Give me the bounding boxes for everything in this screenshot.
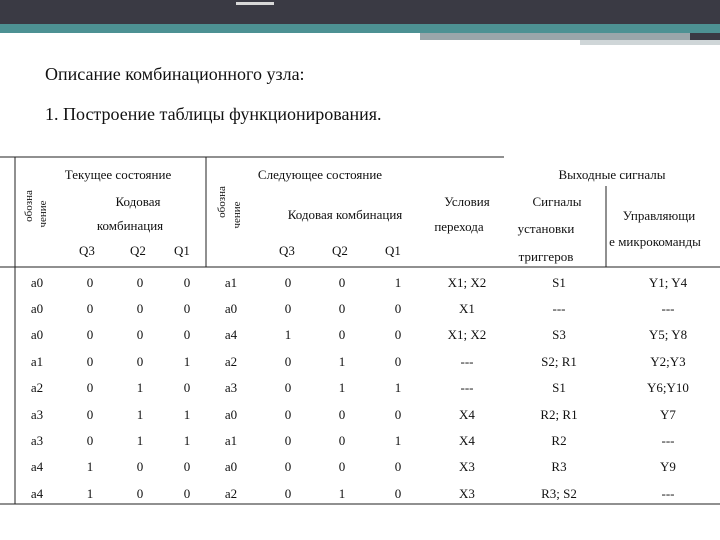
header-designation-next-1: обозна — [216, 186, 228, 218]
table-cell: 1 — [183, 433, 191, 448]
table-cell: а2 — [224, 354, 238, 369]
table-cell: 0 — [136, 327, 144, 342]
table-cell: R2 — [551, 433, 567, 448]
table-cell: 0 — [394, 327, 402, 342]
header-q1: Q1 — [174, 243, 190, 258]
table-cell: 0 — [338, 275, 346, 290]
table-cell: а0 — [30, 301, 44, 316]
table-cell: --- — [661, 433, 675, 448]
table-row — [31, 354, 686, 369]
table-cell: 0 — [284, 354, 292, 369]
title-underline-mark — [236, 2, 274, 5]
slide-top-bar — [0, 0, 720, 24]
table-cell: а0 — [30, 327, 44, 342]
slide-subheading: 1. Построение таблицы функционирования. — [45, 104, 382, 124]
table-cell: а1 — [224, 433, 238, 448]
table-cell: 1 — [394, 433, 402, 448]
table-cell: 0 — [136, 275, 144, 290]
table-cell: 1 — [136, 407, 144, 422]
table-cell: 0 — [86, 407, 94, 422]
table-cell: 1 — [394, 275, 402, 290]
table-cell: 0 — [394, 301, 402, 316]
table-cell: X3 — [459, 486, 475, 501]
table-cell: 0 — [394, 407, 402, 422]
table-cell: 0 — [86, 327, 94, 342]
table-cell: 0 — [338, 459, 346, 474]
table-cell: а4 — [30, 486, 44, 501]
table-cell: S2; R1 — [541, 354, 577, 369]
header-next-state: Следующее состояние — [257, 167, 383, 182]
table-cell: X4 — [459, 433, 475, 448]
table-cell: 1 — [136, 380, 144, 395]
table-row — [31, 433, 675, 448]
table-cell: а0 — [30, 275, 44, 290]
table-cell: 0 — [338, 327, 346, 342]
table-cell: 0 — [86, 380, 94, 395]
table-cell: а3 — [30, 433, 44, 448]
table-cell: 0 — [86, 354, 94, 369]
header-designation-next-2: чение — [231, 201, 243, 229]
header-current-state: Текущее состояние — [64, 167, 172, 182]
table-cell: 1 — [183, 407, 191, 422]
table-row — [31, 327, 687, 342]
slide-top-bar-corner — [690, 0, 720, 40]
header-trigger-line2: установки — [517, 221, 575, 236]
table-cell: R3; S2 — [541, 486, 577, 501]
table-cell: 0 — [86, 301, 94, 316]
table-cell: Y5; Y8 — [648, 327, 688, 342]
table-cell: --- — [460, 354, 474, 369]
slide-accent-band-light — [580, 40, 720, 45]
table-cell: 0 — [183, 301, 191, 316]
slide-accent-band — [0, 24, 720, 33]
table-cell: а0 — [224, 459, 238, 474]
table-cell: --- — [661, 301, 675, 316]
table-cell: а0 — [224, 301, 238, 316]
table-cell: 1 — [338, 380, 346, 395]
table-cell: а4 — [224, 327, 238, 342]
table-cell: а2 — [224, 486, 238, 501]
table-cell: R2; R1 — [540, 407, 578, 422]
table-cell: а1 — [30, 354, 44, 369]
table-row — [31, 407, 677, 422]
table-cell: --- — [661, 486, 675, 501]
table-row — [31, 301, 675, 316]
table-cell: 0 — [284, 301, 292, 316]
table-cell: а1 — [224, 275, 238, 290]
table-cell: 0 — [136, 459, 144, 474]
header-microcmd-line2: е микрокоманды — [609, 234, 701, 249]
table-grid — [0, 157, 720, 504]
table-cell: а3 — [30, 407, 44, 422]
table-cell: 1 — [338, 354, 346, 369]
table-row — [31, 275, 688, 290]
table-cell: S1 — [552, 380, 566, 395]
table-cell: X1; X2 — [447, 327, 487, 342]
header-trigger-line1: Сигналы — [532, 194, 582, 209]
header-q2-next: Q2 — [332, 243, 348, 258]
header-code-comb-line2: комбинация — [96, 218, 164, 233]
table-cell: 0 — [136, 486, 144, 501]
table-cell: S1 — [552, 275, 566, 290]
header-trigger-line3: триггеров — [518, 249, 574, 264]
table-body — [31, 275, 689, 501]
table-row — [31, 459, 676, 474]
header-q3: Q3 — [79, 243, 95, 258]
header-q3-next: Q3 — [279, 243, 295, 258]
table-cell: 0 — [394, 459, 402, 474]
table-cell: 0 — [183, 486, 191, 501]
table-cell: --- — [552, 301, 566, 316]
table-cell: R3 — [551, 459, 567, 474]
table-cell: 0 — [394, 354, 402, 369]
table-cell: 1 — [86, 459, 94, 474]
table-cell: X4 — [459, 407, 475, 422]
table-cell: а4 — [30, 459, 44, 474]
table-cell: 0 — [284, 380, 292, 395]
header-designation-current-2: чение — [37, 200, 49, 228]
table-cell: 0 — [284, 459, 292, 474]
table-row — [31, 380, 689, 395]
table-cell: а2 — [30, 380, 44, 395]
table-cell: --- — [460, 380, 474, 395]
table-cell: Y1; Y4 — [648, 275, 688, 290]
header-q1-next: Q1 — [385, 243, 401, 258]
table-cell: 0 — [284, 275, 292, 290]
table-cell: 0 — [183, 459, 191, 474]
table-cell: 1 — [284, 327, 292, 342]
table-cell: 0 — [86, 433, 94, 448]
table-cell: 1 — [183, 354, 191, 369]
table-row — [31, 486, 675, 501]
table-cell: Y2;Y3 — [650, 354, 686, 369]
table-cell: 0 — [86, 275, 94, 290]
table-cell: а3 — [224, 380, 238, 395]
header-transition-line1: Условия — [444, 194, 490, 209]
table-cell: а0 — [224, 407, 238, 422]
header-code-comb-next: Кодовая комбинация — [287, 207, 403, 222]
table-cell: 1 — [338, 486, 346, 501]
slide-heading: Описание комбинационного узла: — [45, 64, 305, 84]
header-code-comb-line1: Кодовая — [115, 194, 161, 209]
table-cell: 0 — [338, 407, 346, 422]
table-cell: 0 — [136, 301, 144, 316]
table-cell: 0 — [394, 486, 402, 501]
table-cell: 0 — [183, 380, 191, 395]
table-cell: S3 — [552, 327, 566, 342]
header-q2: Q2 — [130, 243, 146, 258]
table-cell: 1 — [86, 486, 94, 501]
table-cell: Y7 — [660, 407, 676, 422]
table-cell: 0 — [284, 486, 292, 501]
table-cell: Y6;Y10 — [647, 380, 689, 395]
header-transition-line2: перехода — [434, 219, 484, 234]
table-cell: X1 — [459, 301, 475, 316]
table-cell: X1; X2 — [447, 275, 487, 290]
table-cell: Y9 — [660, 459, 676, 474]
slide-accent-band-grey — [420, 33, 690, 40]
table-cell: X3 — [459, 459, 475, 474]
table-cell: 0 — [284, 433, 292, 448]
table-cell: 1 — [394, 380, 402, 395]
table-cell: 0 — [338, 433, 346, 448]
table-cell: 0 — [284, 407, 292, 422]
header-microcmd-line1: Управляющи — [622, 208, 696, 223]
header-designation-current-1: обозна — [23, 190, 35, 222]
table-cell: 1 — [136, 433, 144, 448]
table-cell: 0 — [136, 354, 144, 369]
table-cell: 0 — [183, 275, 191, 290]
table-cell: 0 — [338, 301, 346, 316]
table-cell: 0 — [183, 327, 191, 342]
header-output-signals: Выходные сигналы — [558, 167, 666, 182]
